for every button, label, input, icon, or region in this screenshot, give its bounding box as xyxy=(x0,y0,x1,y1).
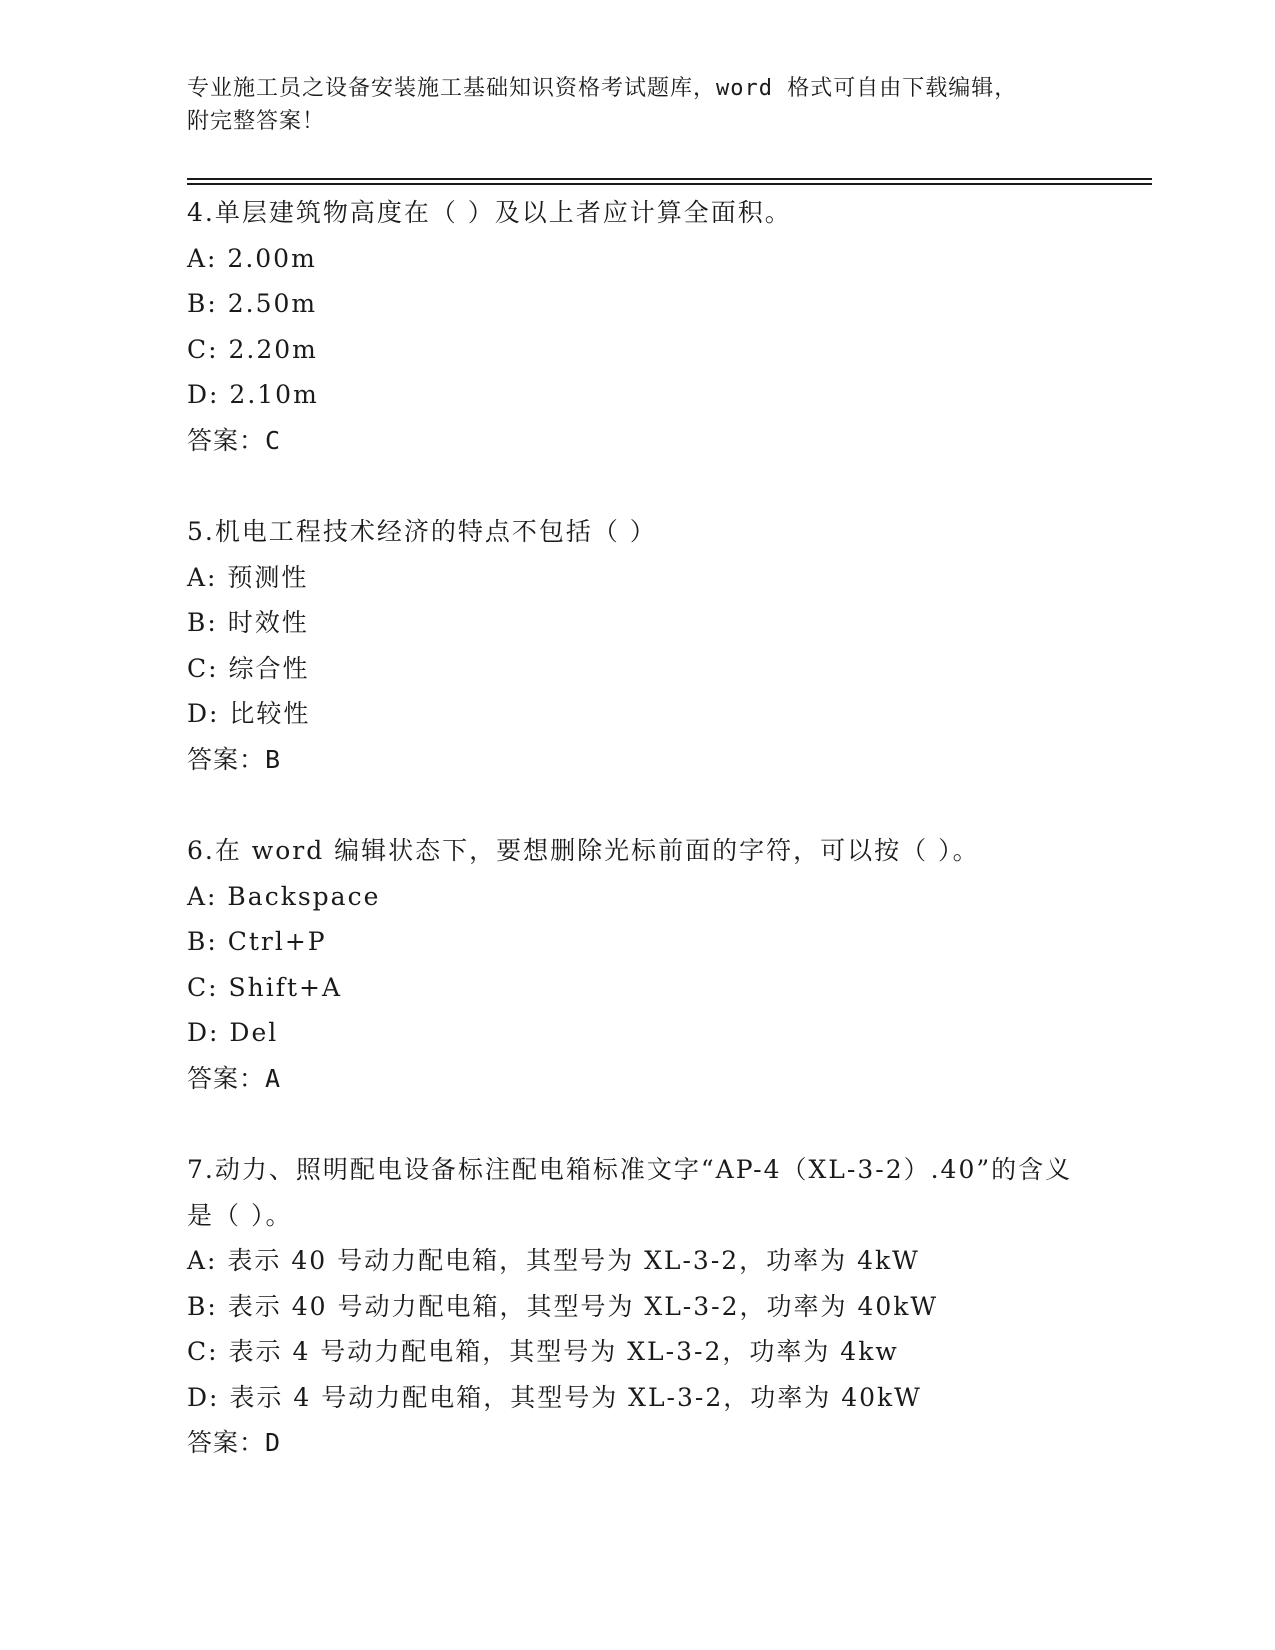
option-c: C: Shift+A xyxy=(187,972,343,1002)
header-line-1: 专业施工员之设备安装施工基础知识资格考试题库，word 格式可自由下载编辑， xyxy=(187,76,1018,101)
question-7 xyxy=(187,1147,1087,1466)
option-b: B: Ctrl+P xyxy=(187,927,327,956)
question-4 xyxy=(187,190,1087,463)
option-d: D: Del xyxy=(187,1018,279,1047)
question-stem: 5.机电工程技术经济的特点不包括（ ） xyxy=(187,517,657,546)
question-stem: 6.在 word 编辑状态下，要想删除光标前面的字符，可以按（ ）。 xyxy=(187,836,980,865)
option-d: D: 比较性 xyxy=(187,699,311,728)
question-5 xyxy=(187,509,1087,782)
option-a: A: Backspace xyxy=(187,881,381,911)
option-b: B: 表示 40 号动力配电箱，其型号为 XL-3-2，功率为 40kW xyxy=(187,1291,939,1321)
answer: 答案：A xyxy=(187,1063,282,1093)
answer: 答案：B xyxy=(187,744,282,774)
option-b: B: 2.50m xyxy=(187,289,318,318)
question-stem: 4.单层建筑物高度在（ ）及以上者应计算全面积。 xyxy=(187,198,792,227)
option-b: B: 时效性 xyxy=(187,608,309,637)
question-6 xyxy=(187,828,1087,1101)
question-stem: 7.动力、照明配电设备标注配电箱标准文字“AP-4（XL-3-2）.40”的含义是（ ）。 xyxy=(187,1155,1073,1230)
option-c: C: 2.20m xyxy=(187,334,318,364)
option-c: C: 表示 4 号动力配电箱，其型号为 XL-3-2，功率为 4kw xyxy=(187,1337,899,1366)
header-divider-top xyxy=(187,178,1152,180)
option-c: C: 综合性 xyxy=(187,653,310,683)
answer: 答案：C xyxy=(187,425,282,455)
document-header xyxy=(187,72,1067,138)
option-a: A: 预测性 xyxy=(187,562,309,592)
option-d: D: 表示 4 号动力配电箱，其型号为 XL-3-2，功率为 40kW xyxy=(187,1382,922,1412)
question-list xyxy=(187,190,1087,1512)
header-line-2: 附完整答案！ xyxy=(187,109,326,134)
option-d: D: 2.10m xyxy=(187,380,319,409)
header-divider-bottom xyxy=(187,183,1152,185)
option-a: A: 2.00m xyxy=(187,243,317,273)
answer: 答案：D xyxy=(187,1428,282,1457)
option-a: A: 表示 40 号动力配电箱，其型号为 XL-3-2，功率为 4kW xyxy=(187,1246,920,1275)
